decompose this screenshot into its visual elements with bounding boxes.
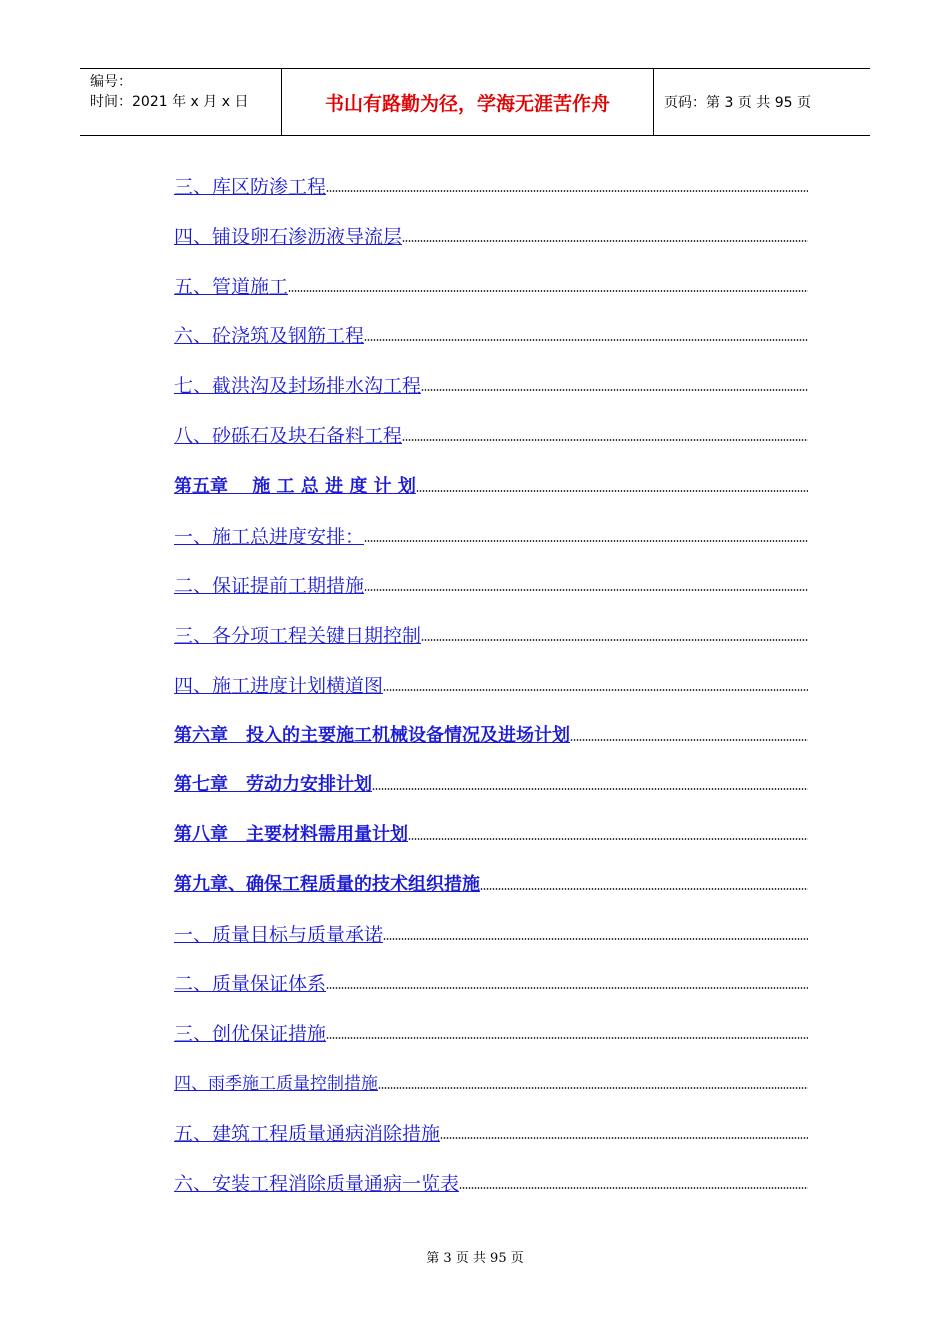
toc-chapter-entry[interactable] bbox=[174, 766, 808, 798]
toc-entry-link[interactable]: 二、质量保证体系 bbox=[174, 973, 327, 995]
toc-section-entry[interactable] bbox=[174, 317, 808, 349]
toc-entry-link[interactable]: 一、质量目标与质量承诺 bbox=[174, 924, 384, 946]
toc-section-entry[interactable] bbox=[174, 567, 808, 599]
toc-leader-dots bbox=[408, 836, 808, 842]
toc-section-entry[interactable] bbox=[174, 518, 808, 550]
toc-chapter-entry[interactable] bbox=[174, 468, 808, 500]
toc-leader-dots bbox=[378, 1085, 808, 1091]
toc-section-entry[interactable] bbox=[174, 617, 808, 649]
toc-entry-link[interactable]: 二、保证提前工期措施 bbox=[174, 575, 365, 597]
toc-entry-link[interactable]: 三、各分项工程关键日期控制 bbox=[174, 625, 422, 647]
toc-entry-link[interactable]: 第六章 投入的主要施工机械设备情况及进场计划 bbox=[174, 725, 570, 746]
toc-leader-dots bbox=[459, 1185, 808, 1191]
toc-entry-link[interactable]: 第八章 主要材料需用量计划 bbox=[174, 824, 408, 845]
toc-leader-dots bbox=[326, 188, 808, 194]
toc-section-entry[interactable] bbox=[174, 1115, 808, 1147]
toc-entry-link[interactable]: 四、铺设卵石渗沥液导流层 bbox=[174, 226, 403, 248]
toc-entry-link[interactable]: 八、砂砾石及块石备料工程 bbox=[174, 425, 403, 447]
toc-chapter-entry[interactable] bbox=[174, 717, 808, 749]
toc-leader-dots bbox=[372, 786, 808, 792]
document-date: 时间：2021 年 x 月 x 日 bbox=[90, 94, 249, 110]
toc-section-entry[interactable] bbox=[174, 417, 808, 449]
page-header bbox=[80, 68, 870, 136]
toc-section-entry[interactable] bbox=[174, 1165, 808, 1197]
toc-leader-dots bbox=[402, 238, 808, 244]
toc-leader-dots bbox=[480, 886, 808, 892]
toc-leader-dots bbox=[364, 587, 808, 593]
toc-section-entry[interactable] bbox=[174, 367, 808, 399]
toc-entry-link[interactable]: 一、施工总进度安排： bbox=[174, 526, 365, 548]
toc-leader-dots bbox=[402, 437, 808, 443]
toc-leader-dots bbox=[440, 1135, 808, 1141]
toc-entry-link[interactable]: 四、雨季施工质量控制措施 bbox=[174, 1074, 378, 1094]
toc-section-entry[interactable] bbox=[174, 1015, 808, 1047]
toc-leader-dots bbox=[416, 488, 808, 494]
toc-section-entry[interactable] bbox=[174, 916, 808, 948]
header-meta bbox=[80, 69, 282, 135]
toc-entry-link[interactable]: 三、库区防渗工程 bbox=[174, 176, 327, 198]
toc-leader-dots bbox=[326, 985, 808, 991]
toc-entry-link[interactable]: 第五章 施 工 总 进 度 计 划 bbox=[174, 476, 416, 497]
toc-entry-link[interactable]: 六、砼浇筑及钢筋工程 bbox=[174, 325, 365, 347]
toc-leader-dots bbox=[570, 737, 808, 743]
toc-section-entry[interactable] bbox=[174, 667, 808, 699]
toc-chapter-entry[interactable] bbox=[174, 816, 808, 848]
toc-leader-dots bbox=[326, 1035, 808, 1041]
toc-entry-link[interactable]: 第七章 劳动力安排计划 bbox=[174, 774, 372, 795]
toc-section-entry[interactable] bbox=[174, 218, 808, 250]
document-number-label: 编号： bbox=[90, 74, 132, 90]
toc-section-entry[interactable] bbox=[174, 168, 808, 200]
toc-chapter-entry[interactable] bbox=[174, 866, 808, 898]
toc-leader-dots bbox=[383, 687, 808, 693]
page-footer: 第 3 页 共 95 页 bbox=[426, 1251, 524, 1266]
toc-section-entry[interactable] bbox=[174, 965, 808, 997]
toc-entry-link[interactable]: 五、建筑工程质量通病消除措施 bbox=[174, 1123, 441, 1145]
toc-leader-dots bbox=[383, 936, 808, 942]
toc-entry-link[interactable]: 四、施工进度计划横道图 bbox=[174, 675, 384, 697]
toc-leader-dots bbox=[421, 387, 808, 393]
toc-leader-dots bbox=[288, 288, 808, 294]
header-motto: 书山有路勤为径，学海无涯苦作舟 bbox=[282, 69, 654, 135]
toc-entry-link[interactable]: 六、安装工程消除质量通病一览表 bbox=[174, 1173, 460, 1195]
toc-entry-link[interactable]: 七、截洪沟及封场排水沟工程 bbox=[174, 375, 422, 397]
toc-entry-link[interactable]: 五、管道施工 bbox=[174, 276, 289, 298]
toc-section-entry[interactable] bbox=[174, 1065, 808, 1097]
toc-leader-dots bbox=[421, 637, 808, 643]
toc-leader-dots bbox=[364, 538, 808, 544]
header-page-info: 页码：第 3 页 共 95 页 bbox=[664, 95, 811, 111]
toc-entry-link[interactable]: 三、创优保证措施 bbox=[174, 1023, 327, 1045]
toc-section-entry[interactable] bbox=[174, 268, 808, 300]
toc-entry-link[interactable]: 第九章、确保工程质量的技术组织措施 bbox=[174, 874, 480, 895]
toc-leader-dots bbox=[364, 337, 808, 343]
